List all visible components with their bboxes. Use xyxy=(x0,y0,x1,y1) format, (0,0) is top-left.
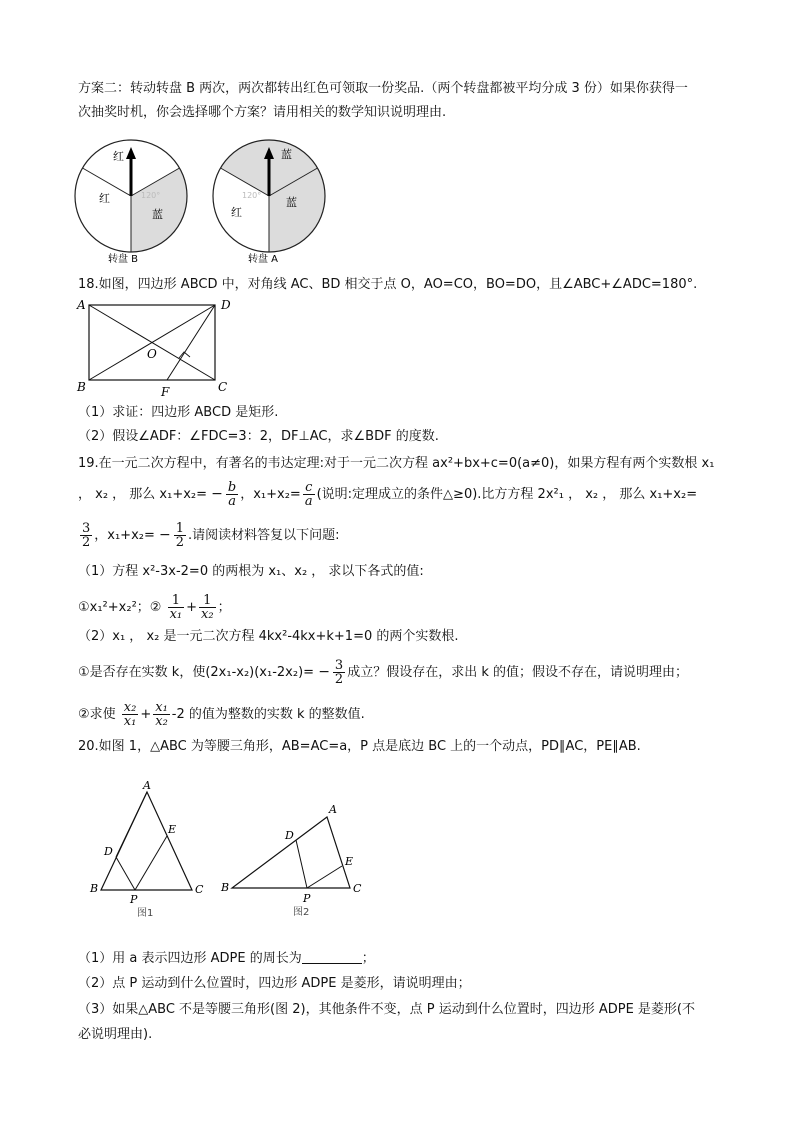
q19-part1-items: ①x₁²+x₂²；② $\frac{1}{\text{x₁}}$ + $\frac{1}{\text{x₂}}$ ； xyxy=(78,593,231,622)
wheel-a-label-left: 红 xyxy=(231,206,242,219)
q19-part1: （1）方程 x²-3x-2=0 的两根为 x₁、x₂ ， 求以下各式的值: xyxy=(78,564,424,579)
q18-stem: 18.如图，四边形 ABCD 中，对角线 AC、BD 相交于点 O，AO=CO，BO=DO，且∠ABC+∠ADC=180°. xyxy=(78,277,698,292)
q19-part2-a: ①是否存在实数 k，使(2x₁-x₂)(x₁-2x₂)= − $\frac{3}{2}$ 成立？假设存在，求出 k 的值；假设不存在，请说明理由； xyxy=(78,658,688,687)
frac-1-over-2: $\frac{1}{2}$ xyxy=(175,521,185,550)
q20-part3-line2: 必说明理由). xyxy=(78,1027,153,1042)
frac-b-over-a: $\frac{b}{a}$ xyxy=(227,480,237,509)
figure-2-caption: 图2 xyxy=(293,907,310,918)
svg-text:B: B xyxy=(90,882,99,895)
point-label-f: F xyxy=(161,385,170,399)
wheel-b-label-right: 蓝 xyxy=(152,208,163,221)
svg-text:D: D xyxy=(104,845,113,858)
svg-text:P: P xyxy=(130,893,138,906)
q20-part2: （2）点 P 运动到什么位置时，四边形 ADPE 是菱形，请说明理由； xyxy=(78,976,471,991)
q20-part3-line1: （3）如果△ABC 不是等腰三角形(图 2)，其他条件不变，点 P 运动到什么位置时，四边形 ADPE 是菱形(不 xyxy=(78,1002,696,1017)
svg-text:E: E xyxy=(168,823,177,836)
figure-2 xyxy=(220,803,362,918)
svg-text:P: P xyxy=(303,892,311,905)
wheel-b xyxy=(75,140,187,265)
q17-text-line1: 方案二：转动转盘 B 两次，两次都转出红色可领取一份奖品.（两个转盘都被平均分成 3 份）如果你获得一 xyxy=(78,81,688,96)
q19-part2: （2）x₁ ， x₂ 是一元二次方程 4kx²-4kx+k+1=0 的两个实数根. xyxy=(78,629,459,644)
wheel-b-pointer xyxy=(126,147,136,159)
triangle-figures xyxy=(85,775,375,925)
frac-1-over-x2: $\frac{1}{\text{x₂}}$ xyxy=(201,593,214,622)
wheel-a-angle: 120° xyxy=(242,191,262,200)
wheel-b-angle: 120° xyxy=(141,191,161,200)
q19-line3: $\frac{3}{2}$ ，x₁+x₂= − $\frac{1}{2}$ .请阅读材料答复以下问题: xyxy=(82,521,340,550)
point-label-d: D xyxy=(221,298,231,312)
svg-text:C: C xyxy=(195,883,204,896)
svg-text:A: A xyxy=(329,803,337,816)
q19-line2: ， x₂ ， 那么 x₁+x₂= − $\frac{b}{a}$ ，x₁+x₂= $\frac{c}{a}$ (说明:定理成立的条件△≥0).比方方程 2x²₁ ， x₂ ， 那么 x₁+x₂= xyxy=(78,480,698,509)
figure-1 xyxy=(89,779,204,919)
q20-stem: 20.如图 1，△ABC 为等腰三角形，AB=AC=a，P 点是底边 BC 上的一个动点，PD∥AC，PE∥AB. xyxy=(78,739,641,754)
figure-1-caption: 图1 xyxy=(137,908,154,919)
q20-part1: （1）用 a 表示四边形 ADPE 的周长为 ； xyxy=(78,951,375,966)
wheel-a-caption: 转盘 A xyxy=(248,254,279,265)
frac-x1-over-x2: $\frac{\text{x₁}}{\text{x₂}}$ xyxy=(155,700,168,729)
point-label-a: A xyxy=(77,298,86,312)
frac-c-over-a: $\frac{c}{a}$ xyxy=(304,480,313,509)
wheel-a xyxy=(213,140,325,265)
wheel-b-caption: 转盘 B xyxy=(108,254,139,265)
point-label-c: C xyxy=(218,380,228,394)
frac-3-over-2-neg: $\frac{3}{2}$ xyxy=(334,658,344,687)
wheel-a-label-top: 蓝 xyxy=(281,148,292,161)
spinner-figure xyxy=(70,132,340,267)
wheel-b-label-top: 红 xyxy=(113,150,124,163)
svg-text:B: B xyxy=(221,881,230,894)
q19-part2-b: ②求使 $\frac{\text{x₂}}{\text{x₁}}$ + $\frac{\text{x₁}}{\text{x₂}}$ -2 的值为整数的实数 k 的整数值. xyxy=(78,700,365,729)
svg-text:C: C xyxy=(353,882,362,895)
point-label-b: B xyxy=(77,380,86,394)
frac-x2-over-x1: $\frac{\text{x₂}}{\text{x₁}}$ xyxy=(123,700,137,729)
svg-text:E: E xyxy=(345,855,354,868)
svg-text:D: D xyxy=(285,829,294,842)
point-label-o: O xyxy=(147,347,157,361)
q18-part1: （1）求证：四边形 ABCD 是矩形. xyxy=(78,405,279,420)
q19-line1: 19.在一元二次方程中，有著名的韦达定理:对于一元二次方程 ax²+bx+c=0(a≠0)，如果方程有两个实数根 x₁ xyxy=(78,456,715,471)
q17-text-line2: 次抽奖时机，你会选择哪个方案？请用相关的数学知识说明理由. xyxy=(78,105,447,120)
right-angle-mark xyxy=(179,352,190,358)
rectangle-figure xyxy=(72,297,242,399)
svg-text:A: A xyxy=(143,779,151,792)
frac-1-over-x1: $\frac{1}{\text{x₁}}$ xyxy=(169,593,183,622)
wheel-b-label-left: 红 xyxy=(99,192,110,205)
answer-blank[interactable] xyxy=(302,951,362,964)
q18-part2: （2）假设∠ADF：∠FDC=3：2，DF⊥AC，求∠BDF 的度数. xyxy=(78,429,439,444)
frac-3-over-2: $\frac{3}{2}$ xyxy=(82,521,91,550)
wheel-a-label-right: 蓝 xyxy=(286,196,297,209)
